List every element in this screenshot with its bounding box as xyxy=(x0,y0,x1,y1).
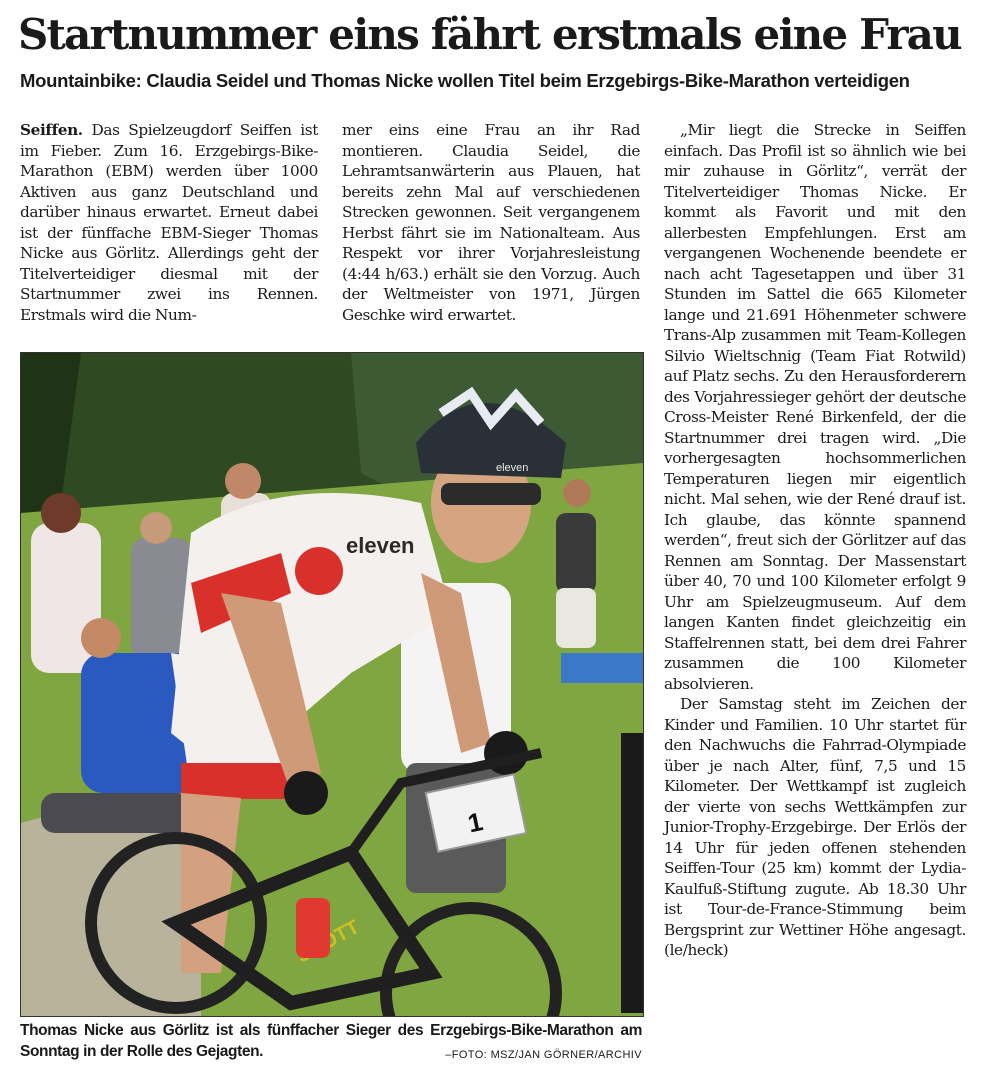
spectator-right-shorts xyxy=(556,588,596,648)
spectator-2-head xyxy=(140,512,172,544)
photo-caption xyxy=(20,1020,642,1066)
jersey-text: eleven xyxy=(346,533,415,558)
spectator-3-head xyxy=(225,463,261,499)
water-bottle xyxy=(296,898,330,958)
spectator-right xyxy=(556,513,596,593)
photo-illustration xyxy=(21,353,643,1016)
photographer-head xyxy=(81,618,121,658)
blue-blanket xyxy=(561,653,643,683)
helmet-text: eleven xyxy=(496,462,529,474)
spectator-edge xyxy=(621,733,643,1013)
intro-paragraph xyxy=(20,120,318,325)
dateline: Seiffen. xyxy=(20,121,83,139)
jersey-logo-circle xyxy=(295,547,343,595)
article-column-1 xyxy=(20,120,318,325)
article-photo xyxy=(20,352,644,1017)
bib-number: 1 xyxy=(464,806,486,839)
headline: Startnummer eins fährt erstmals eine Frau xyxy=(18,10,961,59)
column-3-paragraph-1: „Mir liegt die Strecke in Seiffen einfach. Das Profil ist so ähnlich wie bei mir zuhause in Görlitz“, verrät der Titelverteidiger Thomas Nicke. Er kommt als Favorit und mit den allerbesten Empfehlungen. Erst am vergangenen Wochenende beendete er nach acht Tagesetappen und über 31 Stunden im Sattel die 665 Kilometer lange und 21.691 Höhenmeter schwere Trans-Alp zusammen mit Team-Kollegen Silvio Wieltschnig (Team Fiat Rotwild) auf Platz sechs. Zu den Herausforderern des Vorjahressieger gehört der deutsche Cross-Meister René Birkenfeld, der die Startnummer drei tragen wird. „Die vorhergesagten hochsommerlichen Temperaturen liegen mir eigentlich nicht. Mal sehen, wie der René drauf ist. Ich glaube, das könnte spannend werden“, freut sich der Görlitzer auf das Rennen am Sonntag. Der Massenstart über 40, 70 und 100 Kilometer erfolgt 9 Uhr am Spielzeugmuseum. Auf dem langen Kanten findet gleichzeitig ein Staffelrennen statt, bei dem drei Fahrer zusammen die 100 Kilometer absolvieren. xyxy=(664,121,966,693)
column-1-text: Das Spielzeugdorf Seiffen ist im Fieber. Zum 16. Erzgebirgs-Bike-Marathon (EBM) werden über 1000 Aktiven aus ganz Deutschland und darüber hinaus erwartet. Erneut dabei ist der fünffache EBM-Sieger Thomas Nicke aus Görlitz. Allerdings geht der Titelverteidiger diesmal mit der Startnummer zwei ins Rennen. Erstmals wird die Num- xyxy=(20,121,318,324)
column-3-paragraph-2: Der Samstag steht im Zeichen der Kinder und Familien. 10 Uhr startet für den Nachwuchs die Fahrrad-Olympiade über je nach Alter, fünf, 7,5 und 15 Kilometer. Der Wettkampf ist zugleich der vierte von sechs Wettkämpfen zur Junior-Trophy-Erzgebirge. Der Erlös der 14 Uhr für jeden offenen stehenden Seiffen-Tour (25 km) kommt der Lydia-Kaulfuß-Stiftung zugute. Ab 18.30 Uhr ist Tour-de-France-Stimmung beim Bergsprint zur Wettiner Höhe angesagt. (le/heck) xyxy=(664,695,966,959)
column-2-text: mer eins eine Frau an ihr Rad montieren. Claudia Seidel, die Lehramtsanwärterin aus Plauen, hat bereits zehn Mal auf verschiedenen Strecken gewonnen. Seit vergangenem Herbst fährt sie im Nationalteam. Aus Respekt vor ihrer Vorjahresleistung (4:44 h/63.) erhält sie den Vorzug. Auch der Weltmeister von 1971, Jürgen Geschke wird erwartet. xyxy=(342,121,640,324)
caption-text: Thomas Nicke aus Görlitz ist als fünffacher Sieger des Erzgebirgs-Bike-Marathon am Sonntag in der Rolle des Gejagten. xyxy=(20,1022,642,1060)
glove-left xyxy=(284,771,328,815)
spectator-right-head xyxy=(563,479,591,507)
photographer-legs xyxy=(41,793,191,833)
article-column-2 xyxy=(342,120,640,325)
sunglasses-icon xyxy=(441,483,541,505)
article-column-3 xyxy=(664,120,966,961)
subheadline: Mountainbike: Claudia Seidel und Thomas Nicke wollen Titel beim Erzgebirgs-Bike-Marathon verteidigen xyxy=(20,70,910,91)
spectator-head-left xyxy=(41,493,81,533)
photo-credit: –FOTO: MSZ/JAN GÖRNER/ARCHIV xyxy=(445,1049,642,1061)
